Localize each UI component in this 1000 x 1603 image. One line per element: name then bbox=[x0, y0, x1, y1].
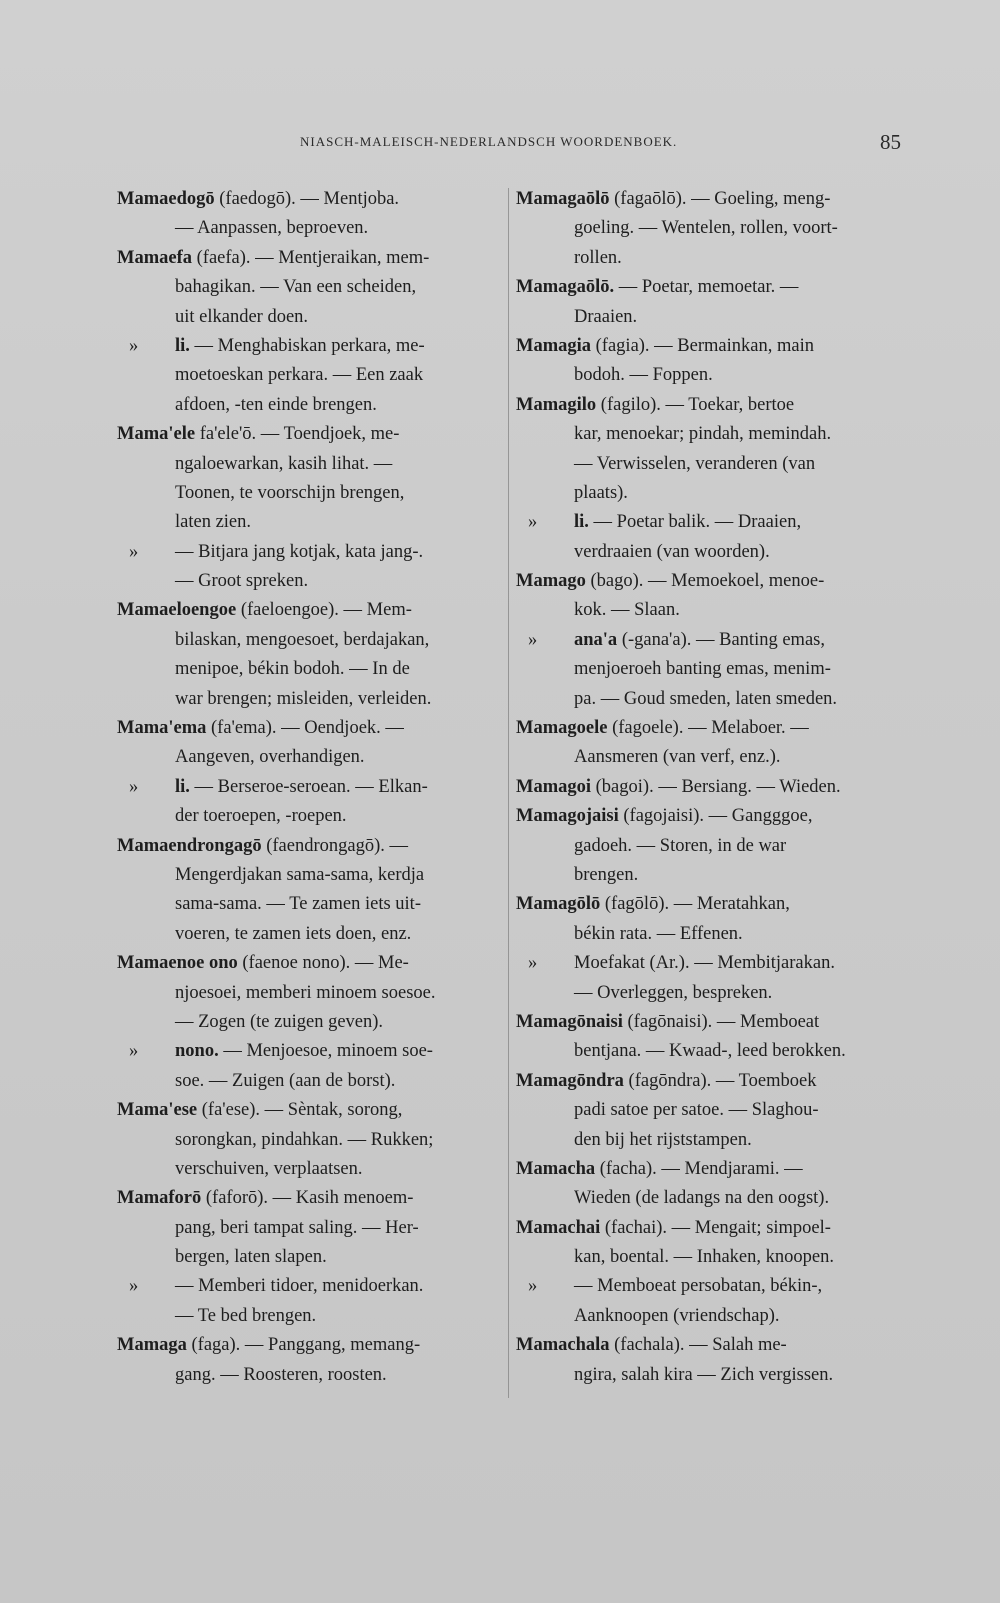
entry-headline bbox=[516, 714, 901, 743]
sub-entry-line bbox=[117, 1272, 502, 1301]
entry-continuation bbox=[117, 450, 502, 479]
entry-text: Toonen, te voorschijn brengen, bbox=[175, 482, 405, 503]
headword: Mamagōnaisi bbox=[516, 1011, 623, 1032]
entry-headline bbox=[117, 185, 502, 214]
entry-text: den bij het rijststampen. bbox=[574, 1129, 752, 1150]
sub-entry-line bbox=[117, 773, 502, 802]
headword: Mamagoi bbox=[516, 776, 592, 797]
entry-definition: (faefa). — Mentjeraikan, mem- bbox=[192, 247, 430, 268]
entry-continuation bbox=[516, 361, 901, 390]
entry-headline bbox=[516, 1155, 901, 1184]
entry-text: brengen. bbox=[574, 864, 639, 885]
ditto-mark: » bbox=[528, 1276, 538, 1297]
headword: Mamaga bbox=[117, 1335, 187, 1356]
entry-text: pa. — Goud smeden, laten smeden. bbox=[574, 688, 838, 709]
entry-continuation bbox=[516, 214, 901, 243]
sub-entry-line bbox=[516, 508, 901, 537]
headword: li. bbox=[175, 776, 190, 797]
sub-entry-line bbox=[117, 1037, 502, 1066]
headword: Mama'ema bbox=[117, 718, 207, 739]
entry-definition: (fagojaisi). — Gangggoe, bbox=[618, 806, 813, 827]
entry-continuation bbox=[117, 626, 502, 655]
headword: ana'a bbox=[574, 629, 618, 650]
ditto-mark: » bbox=[528, 629, 538, 650]
running-head: NIASCH-MALEISCH-NEDERLANDSCH WOORDENBOEK. bbox=[300, 134, 678, 149]
entry-continuation bbox=[117, 979, 502, 1008]
entry-definition: (faenoe nono). — Me- bbox=[237, 953, 409, 974]
entry-text: — Aanpassen, beproeven. bbox=[175, 218, 369, 239]
entry-definition: (fagōnaisi). — Memboeat bbox=[622, 1011, 820, 1032]
entry-definition: (bagoi). — Bersiang. — Wieden. bbox=[591, 776, 841, 797]
entry-continuation bbox=[516, 450, 901, 479]
entry-text: moetoeskan perkara. — Een zaak bbox=[175, 365, 424, 386]
sub-entry-line bbox=[117, 538, 502, 567]
entry-continuation bbox=[516, 420, 901, 449]
entry-definition: — Memboeat persobatan, békin-, bbox=[574, 1276, 823, 1297]
entry-continuation bbox=[117, 802, 502, 831]
entry-continuation bbox=[117, 361, 502, 390]
entry-text: laten zien. bbox=[175, 512, 252, 533]
entry-continuation bbox=[516, 832, 901, 861]
headword: Mamaenoe ono bbox=[117, 953, 238, 974]
entry-continuation bbox=[117, 508, 502, 537]
entry-definition: (fachala). — Salah me- bbox=[609, 1335, 787, 1356]
entry-continuation bbox=[516, 920, 901, 949]
entry-headline bbox=[516, 185, 901, 214]
entry-text: — Overleggen, bespreken. bbox=[574, 982, 773, 1003]
ditto-mark: » bbox=[528, 953, 538, 974]
entry-headline bbox=[516, 1331, 901, 1360]
headword: Mama'ese bbox=[117, 1100, 198, 1121]
entry-text: voeren, te zamen iets doen, enz. bbox=[175, 923, 412, 944]
entry-continuation bbox=[117, 655, 502, 684]
entry-continuation bbox=[117, 1067, 502, 1096]
entry-definition: (fa'ema). — Oendjoek. — bbox=[206, 718, 404, 739]
entry-definition: — Berseroe-seroean. — Elkan- bbox=[189, 776, 428, 797]
entry-definition: (fa'ese). — Sèntak, sorong, bbox=[197, 1100, 403, 1121]
entry-text: afdoen, -ten einde brengen. bbox=[175, 394, 377, 415]
entry-definition: fa'ele'ō. — Toendjoek, me- bbox=[195, 424, 400, 445]
entry-continuation bbox=[117, 685, 502, 714]
page-number: 85 bbox=[880, 130, 901, 154]
entry-continuation bbox=[516, 596, 901, 625]
entry-text: rollen. bbox=[574, 247, 622, 268]
entry-continuation bbox=[516, 244, 901, 273]
entry-headline bbox=[117, 1331, 502, 1360]
entry-text: padi satoe per satoe. — Slaghou- bbox=[574, 1100, 819, 1121]
entry-headline bbox=[117, 420, 502, 449]
entry-headline bbox=[516, 773, 901, 802]
entry-continuation bbox=[516, 743, 901, 772]
entry-text: pang, beri tampat saling. — Her- bbox=[175, 1217, 419, 1238]
sub-entry-line bbox=[117, 332, 502, 361]
entry-headline bbox=[516, 391, 901, 420]
entry-text: — Groot spreken. bbox=[175, 571, 309, 592]
entry-definition: (fagōlō). — Meratahkan, bbox=[600, 894, 790, 915]
entry-definition: (fagaōlō). — Goeling, meng- bbox=[609, 189, 831, 209]
entry-definition: — Poetar balik. — Draaien, bbox=[588, 512, 802, 533]
entry-continuation bbox=[516, 1184, 901, 1213]
entry-headline bbox=[117, 832, 502, 861]
entry-continuation bbox=[117, 303, 502, 332]
headword: Mamagoele bbox=[516, 718, 608, 739]
entry-definition: (faforō). — Kasih menoem- bbox=[201, 1188, 414, 1209]
headword: Mamachala bbox=[516, 1335, 610, 1356]
entry-text: gadoeh. — Storen, in de war bbox=[574, 835, 787, 856]
headword: Mamaefa bbox=[117, 247, 192, 268]
headword: Mamagilo bbox=[516, 394, 597, 415]
column-divider bbox=[508, 188, 509, 1398]
entry-definition: — Menghabiskan perkara, me- bbox=[189, 335, 425, 356]
entry-definition: (fagoele). — Melaboer. — bbox=[607, 718, 809, 739]
entry-headline bbox=[516, 332, 901, 361]
entry-definition: — Menjoesoe, minoem soe- bbox=[218, 1041, 433, 1062]
entry-continuation bbox=[117, 1302, 502, 1331]
entry-text: soe. — Zuigen (aan de borst). bbox=[175, 1070, 396, 1091]
entry-continuation bbox=[117, 1361, 502, 1390]
headword: Mamaforō bbox=[117, 1188, 202, 1209]
entry-continuation bbox=[516, 685, 901, 714]
entry-text: békin rata. — Effenen. bbox=[574, 923, 743, 944]
entry-definition: (faedogō). — Mentjoba. bbox=[214, 189, 400, 209]
ditto-mark: » bbox=[129, 335, 139, 356]
entry-text: — Verwisselen, veranderen (van bbox=[574, 453, 816, 474]
entry-continuation bbox=[117, 890, 502, 919]
entry-definition: (-gana'a). — Banting emas, bbox=[617, 629, 825, 650]
entry-continuation bbox=[516, 861, 901, 890]
entry-text: bilaskan, mengoesoet, berdajakan, bbox=[175, 629, 430, 650]
entry-text: kan, boental. — Inhaken, knoopen. bbox=[574, 1247, 834, 1268]
entry-continuation bbox=[117, 214, 502, 243]
entry-definition: — Bitjara jang kotjak, kata jang-. bbox=[175, 541, 424, 562]
ditto-mark: » bbox=[129, 541, 139, 562]
entry-headline bbox=[117, 714, 502, 743]
entry-definition: (fachai). — Mengait; simpoel- bbox=[600, 1217, 831, 1238]
headword: Mamagojaisi bbox=[516, 806, 619, 827]
entry-definition: (bago). — Memoekoel, menoe- bbox=[585, 571, 825, 592]
entry-text: sorongkan, pindahkan. — Rukken; bbox=[175, 1129, 434, 1150]
entry-text: bahagikan. — Van een scheiden, bbox=[175, 277, 417, 298]
entry-definition: (facha). — Mendjarami. — bbox=[595, 1158, 803, 1179]
entry-text: bodoh. — Foppen. bbox=[574, 365, 713, 386]
entry-definition: (faendrongagō). — bbox=[261, 835, 408, 856]
entry-headline bbox=[117, 244, 502, 273]
entry-headline bbox=[516, 890, 901, 919]
sub-entry-line bbox=[516, 626, 901, 655]
entry-continuation bbox=[117, 1243, 502, 1272]
ditto-mark: » bbox=[528, 512, 538, 533]
entry-headline bbox=[516, 1214, 901, 1243]
entry-continuation bbox=[117, 1008, 502, 1037]
entry-continuation bbox=[516, 1096, 901, 1125]
headword: li. bbox=[574, 512, 589, 533]
entry-continuation bbox=[516, 303, 901, 332]
entry-text: menipoe, békin bodoh. — In de bbox=[175, 659, 410, 680]
entry-continuation bbox=[117, 861, 502, 890]
entry-text: — Te bed brengen. bbox=[175, 1305, 317, 1326]
entry-continuation bbox=[117, 1214, 502, 1243]
entry-text: Aanknoopen (vriendschap). bbox=[574, 1305, 780, 1326]
entry-text: menjoeroeh banting emas, menim- bbox=[574, 659, 831, 680]
entry-text: ngira, salah kira — Zich vergissen. bbox=[574, 1364, 834, 1385]
ditto-mark: » bbox=[129, 776, 139, 797]
entry-headline bbox=[117, 949, 502, 978]
entry-text: Aangeven, overhandigen. bbox=[175, 747, 365, 768]
entry-continuation bbox=[117, 1155, 502, 1184]
entry-continuation bbox=[516, 979, 901, 1008]
entry-definition: (faga). — Panggang, memang- bbox=[186, 1335, 421, 1356]
headword: Mamaedogō bbox=[117, 189, 215, 209]
entry-continuation bbox=[516, 1243, 901, 1272]
entry-headline bbox=[516, 802, 901, 831]
entry-text: war brengen; misleiden, verleiden. bbox=[175, 688, 432, 709]
entry-definition: Moefakat (Ar.). — Membitjarakan. bbox=[574, 953, 835, 974]
entry-headline bbox=[516, 567, 901, 596]
entry-continuation bbox=[516, 655, 901, 684]
entry-continuation bbox=[117, 743, 502, 772]
entry-definition: — Poetar, memoetar. — bbox=[614, 277, 799, 298]
entry-definition: (fagia). — Bermainkan, main bbox=[591, 335, 814, 356]
entry-text: kar, menoekar; pindah, memindah. bbox=[574, 424, 832, 445]
entry-continuation bbox=[117, 567, 502, 596]
entry-headline bbox=[117, 1096, 502, 1125]
entry-text: verdraaien (van woorden). bbox=[574, 541, 770, 562]
entry-text: gang. — Roosteren, roosten. bbox=[175, 1364, 387, 1385]
entry-continuation bbox=[516, 538, 901, 567]
entry-headline bbox=[516, 273, 901, 302]
ditto-mark: » bbox=[129, 1276, 139, 1297]
entry-text: bergen, laten slapen. bbox=[175, 1247, 327, 1268]
entry-text: Aansmeren (van verf, enz.). bbox=[574, 747, 781, 768]
entry-text: — Zogen (te zuigen geven). bbox=[175, 1011, 384, 1032]
entry-definition: (fagōndra). — Toemboek bbox=[623, 1070, 817, 1091]
entry-continuation bbox=[117, 479, 502, 508]
entry-headline bbox=[516, 1067, 901, 1096]
entry-text: goeling. — Wentelen, rollen, voort- bbox=[574, 218, 838, 239]
entry-headline bbox=[117, 596, 502, 625]
headword: nono. bbox=[175, 1041, 219, 1062]
entry-continuation bbox=[117, 273, 502, 302]
sub-entry-line bbox=[516, 1272, 901, 1301]
headword: Mamaendrongagō bbox=[117, 835, 262, 856]
entry-headline bbox=[117, 1184, 502, 1213]
headword: Mama'ele bbox=[117, 424, 196, 445]
headword: Mamagia bbox=[516, 335, 592, 356]
entry-text: der toeroepen, -roepen. bbox=[175, 806, 347, 827]
entry-text: kok. — Slaan. bbox=[574, 600, 680, 621]
ditto-mark: » bbox=[129, 1041, 139, 1062]
entry-continuation bbox=[516, 1361, 901, 1390]
entry-text: Draaien. bbox=[574, 306, 638, 327]
entry-text: plaats). bbox=[574, 482, 628, 503]
left-column bbox=[117, 185, 502, 1390]
entry-text: Mengerdjakan sama-sama, kerdja bbox=[175, 864, 425, 885]
entry-definition: (fagilo). — Toekar, bertoe bbox=[596, 394, 795, 415]
entry-definition: (faeloengoe). — Mem- bbox=[236, 600, 412, 621]
headword: Mamagōndra bbox=[516, 1070, 624, 1091]
headword: Mamacha bbox=[516, 1158, 596, 1179]
entry-text: Wieden (de ladangs na den oogst). bbox=[574, 1188, 830, 1209]
entry-text: sama-sama. — Te zamen iets uit- bbox=[175, 894, 421, 915]
headword: Mamagōlō bbox=[516, 894, 601, 915]
entry-continuation bbox=[516, 1302, 901, 1331]
headword: li. bbox=[175, 335, 190, 356]
headword: Mamagaōlō. bbox=[516, 277, 615, 298]
entry-text: ngaloewarkan, kasih lihat. — bbox=[175, 453, 393, 474]
right-column bbox=[516, 185, 901, 1390]
headword: Mamaeloengoe bbox=[117, 600, 237, 621]
sub-entry-line bbox=[516, 949, 901, 978]
entry-continuation bbox=[117, 391, 502, 420]
entry-continuation bbox=[516, 1126, 901, 1155]
entry-text: njoesoei, memberi minoem soesoe. bbox=[175, 982, 436, 1003]
headword: Mamachai bbox=[516, 1217, 601, 1238]
entry-continuation bbox=[117, 920, 502, 949]
headword: Mamagaōlō bbox=[516, 189, 610, 209]
entry-continuation bbox=[516, 1037, 901, 1066]
entry-continuation bbox=[117, 1126, 502, 1155]
entry-definition: — Memberi tidoer, menidoerkan. bbox=[175, 1276, 424, 1297]
entry-continuation bbox=[516, 479, 901, 508]
entry-headline bbox=[516, 1008, 901, 1037]
headword: Mamago bbox=[516, 571, 586, 592]
entry-text: uit elkander doen. bbox=[175, 306, 309, 327]
entry-text: bentjana. — Kwaad-, leed berokken. bbox=[574, 1041, 846, 1062]
entry-text: verschuiven, verplaatsen. bbox=[175, 1158, 363, 1179]
